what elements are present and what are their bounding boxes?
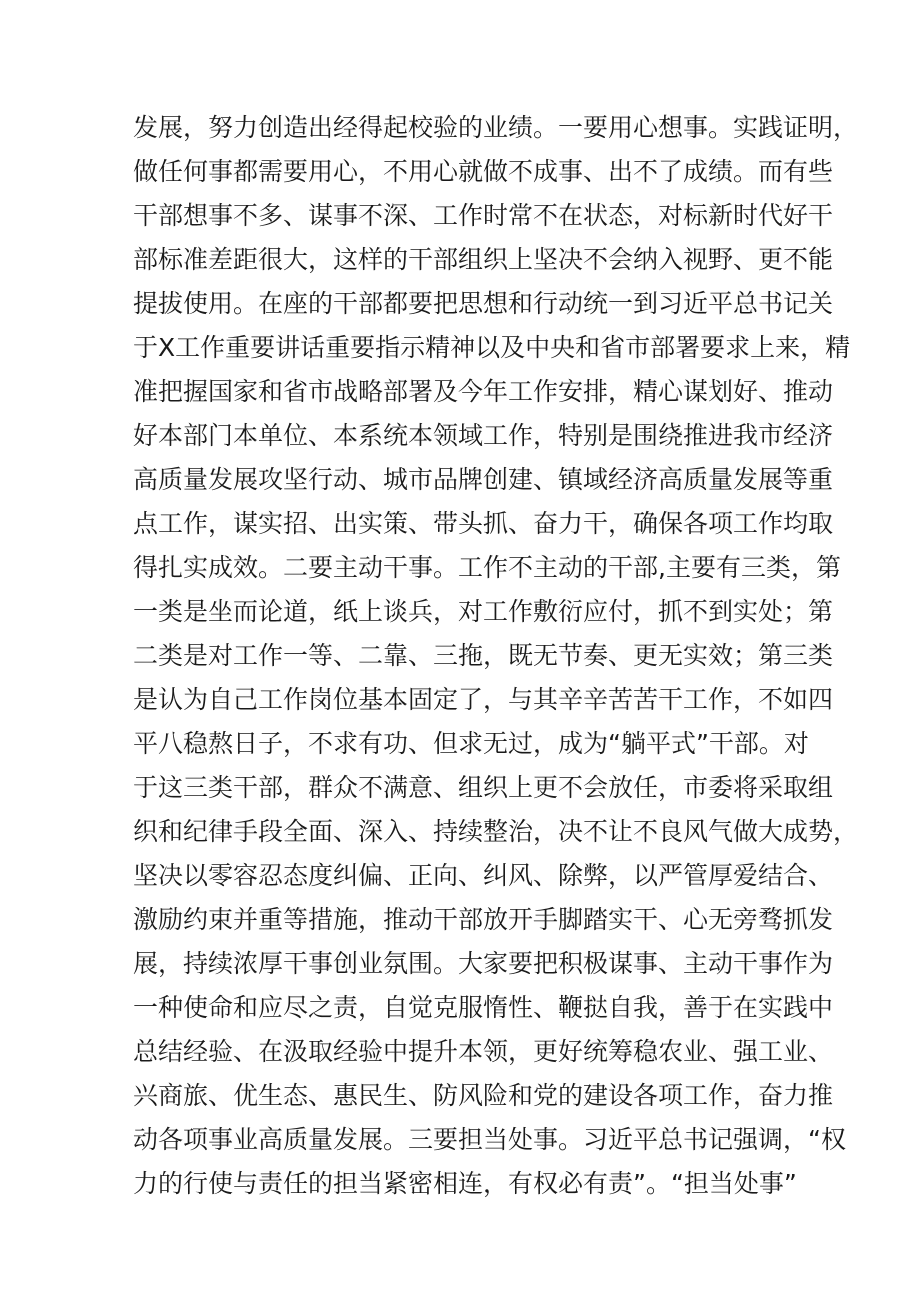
body-paragraph xyxy=(133,106,859,1206)
text-line: 部标准差距很大，这样的干部组织上坚决不会纳入视野、更不能 xyxy=(133,245,834,274)
text-line: 准把握国家和省市战略部署及今年工作安排，精心谋划好、推动 xyxy=(133,377,834,406)
text-line: 一种使命和应尽之责，自觉克服惰性、鞭挞自我，善于在实践中 xyxy=(133,993,834,1022)
text-line: 总结经验、在汲取经验中提升本领，更好统筹稳农业、强工业、 xyxy=(133,1037,834,1066)
text-line: 动各项事业高质量发展。三要担当处事。习近平总书记强调，“权 xyxy=(133,1125,846,1154)
text-line: 一类是坐而论道，纸上谈兵，对工作敷衍应付，抓不到实处；第 xyxy=(133,597,834,626)
text-line: 展，持续浓厚干事创业氛围。大家要把积极谋事、主动干事作为 xyxy=(133,949,834,978)
text-line: 力的行使与责任的担当紧密相连，有权必有责”。“担当处事” xyxy=(133,1169,797,1198)
text-line: 干部想事不多、谋事不深、工作时常不在状态，对标新时代好干 xyxy=(133,201,834,230)
text-line: 激励约束并重等措施，推动干部放开手脚踏实干、心无旁骛抓发 xyxy=(133,905,834,934)
text-line: 平八稳熬日子，不求有功、但求无过，成为“躺平式”干部。对 xyxy=(133,729,809,758)
text-line: 得扎实成效。二要主动干事。工作不主动的干部,主要有三类，第 xyxy=(133,553,841,582)
text-line: 坚决以零容忍态度纠偏、正向、纠风、除弊，以严管厚爱结合、 xyxy=(133,861,834,890)
text-line: 是认为自己工作岗位基本固定了，与其辛辛苦苦干工作，不如四 xyxy=(133,685,834,714)
text-line: 二类是对工作一等、二靠、三拖，既无节奏、更无实效；第三类 xyxy=(133,641,834,670)
text-line: 提拔使用。在座的干部都要把思想和行动统一到习近平总书记关 xyxy=(133,289,834,318)
text-line: 兴商旅、优生态、惠民生、防风险和党的建设各项工作，奋力推 xyxy=(133,1081,834,1110)
text-line: 点工作，谋实招、出实策、带头抓、奋力干，确保各项工作均取 xyxy=(133,509,834,538)
text-line: 于这三类干部，群众不满意、组织上更不会放任，市委将采取组 xyxy=(133,773,834,802)
text-line: 高质量发展攻坚行动、城市品牌创建、镇域经济高质量发展等重 xyxy=(133,465,834,494)
text-line: 做任何事都需要用心，不用心就做不成事、出不了成绩。而有些 xyxy=(133,157,834,186)
text-line: 于X工作重要讲话重要指示精神以及中央和省市部署要求上来，精 xyxy=(133,333,851,362)
text-line: 发展，努力创造出经得起校验的业绩。一要用心想事。实践证明， xyxy=(133,113,859,142)
text-line: 好本部门本单位、本系统本领域工作，特别是围绕推进我市经济 xyxy=(133,421,834,450)
text-line: 织和纪律手段全面、深入、持续整治，决不让不良风气做大成势， xyxy=(133,817,859,846)
